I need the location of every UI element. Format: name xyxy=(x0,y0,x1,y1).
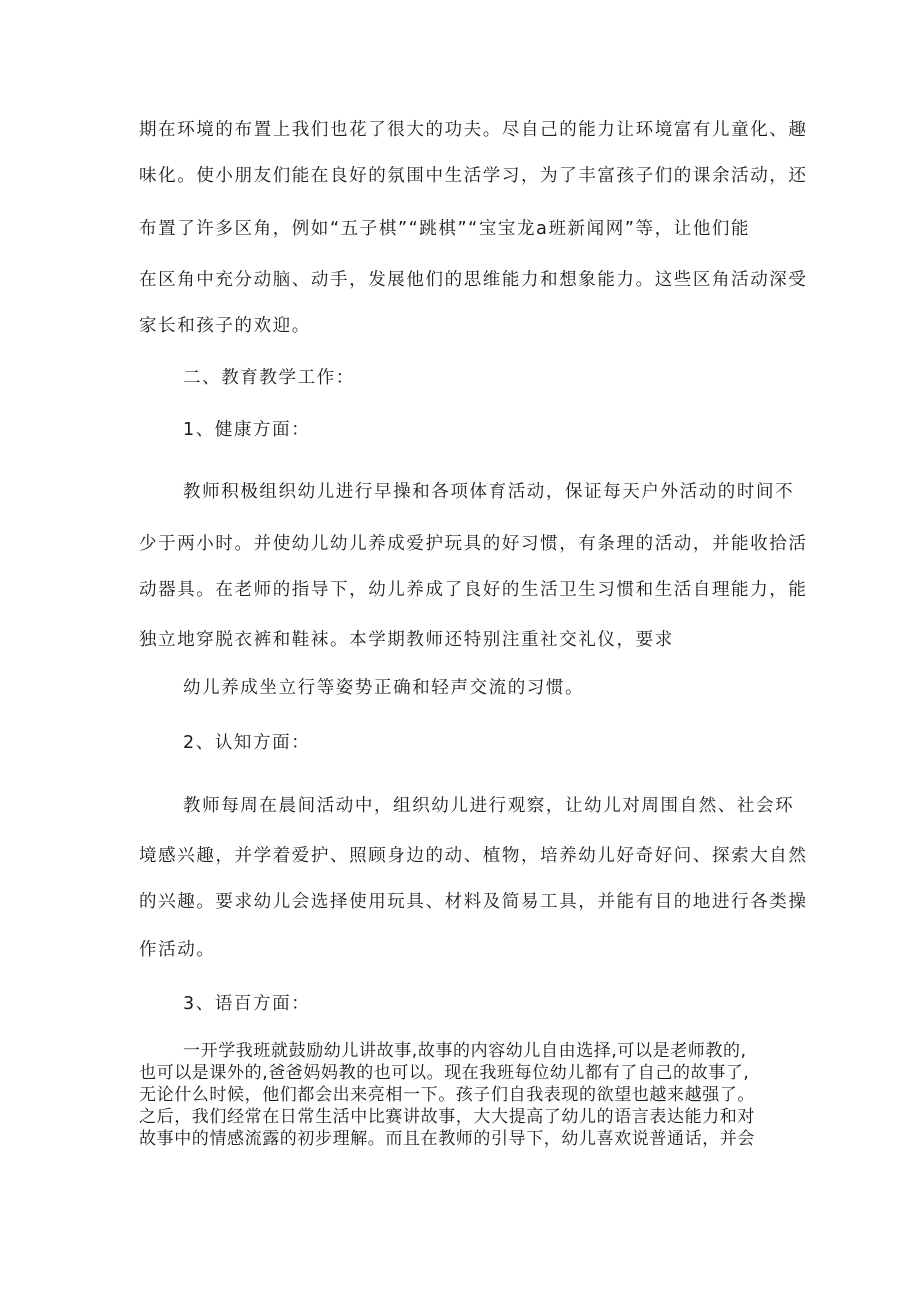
cognition-heading: 2、认知方面： xyxy=(183,733,311,753)
health-line-2: 少于两小时。并使幼儿幼儿养成爱护玩具的好习惯，有条理的活动，并能收拾活 xyxy=(139,534,808,554)
language-line-5: 故事中的情感流露的初步理解。而且在教师的引导下，幼儿喜欢说普通话，并会 xyxy=(139,1129,755,1149)
health-line-4: 独立地穿脱衣裤和鞋袜。本学期教师还特别注重社交礼仪，要求 xyxy=(139,630,674,650)
cognition-line-4: 作活动。 xyxy=(139,940,216,960)
intro-line-5: 家长和孩子的欢迎。 xyxy=(139,316,311,336)
health-line-5: 幼儿养成坐立行等姿势正确和轻声交流的习惯。 xyxy=(183,678,585,698)
health-line-3: 动器具。在老师的指导下，幼儿养成了良好的生活卫生习惯和生活自理能力，能 xyxy=(139,580,808,600)
intro-line-4: 在区角中充分动脑、动手，发展他们的思维能力和想象能力。这些区角活动深受 xyxy=(139,270,808,290)
section-title: 二、教育教学工作： xyxy=(183,368,355,388)
language-line-4: 之后，我们经常在日常生活中比赛讲故事，大大提高了幼儿的语言表达能力和对 xyxy=(139,1107,755,1127)
language-heading: 3、语百方面： xyxy=(183,994,311,1014)
intro-line-3: 布置了许多区角，例如“五子棋”“跳棋”“宝宝龙a班新闻网”等，让他们能 xyxy=(139,219,751,239)
intro-line-2: 味化。使小朋友们能在良好的氛围中生活学习，为了丰富孩子们的课余活动，还 xyxy=(139,166,808,186)
language-line-3: 无论什么时候，他们都会出来亮相一下。孩子们自我表现的欲望也越来越强了。 xyxy=(139,1085,755,1105)
cognition-line-2: 境感兴趣，并学着爱护、照顾身边的动、植物，培养幼儿好奇好问、探索大自然 xyxy=(139,846,808,866)
language-line-1: 一开学我班就鼓励幼儿讲故事,故事的内容幼儿自由选择,可以是老师教的, xyxy=(183,1041,747,1061)
health-line-1: 教师积极组织幼儿进行早操和各项体育活动，保证每天户外活动的时间不 xyxy=(183,482,795,502)
cognition-line-3: 的兴趣。要求幼儿会选择使用玩具、材料及简易工具，并能有目的地进行各类操 xyxy=(139,892,808,912)
language-line-2: 也可以是课外的,爸爸妈妈教的也可以。现在我班每位幼儿都有了自己的故事了, xyxy=(139,1063,750,1083)
intro-line-1: 期在环境的布置上我们也花了很大的功夫。尽自己的能力让环境富有儿童化、趣 xyxy=(139,120,808,140)
cognition-line-1: 教师每周在晨间活动中，组织幼儿进行观察，让幼儿对周围自然、社会环 xyxy=(183,796,795,816)
health-heading: 1、健康方面： xyxy=(183,420,311,440)
